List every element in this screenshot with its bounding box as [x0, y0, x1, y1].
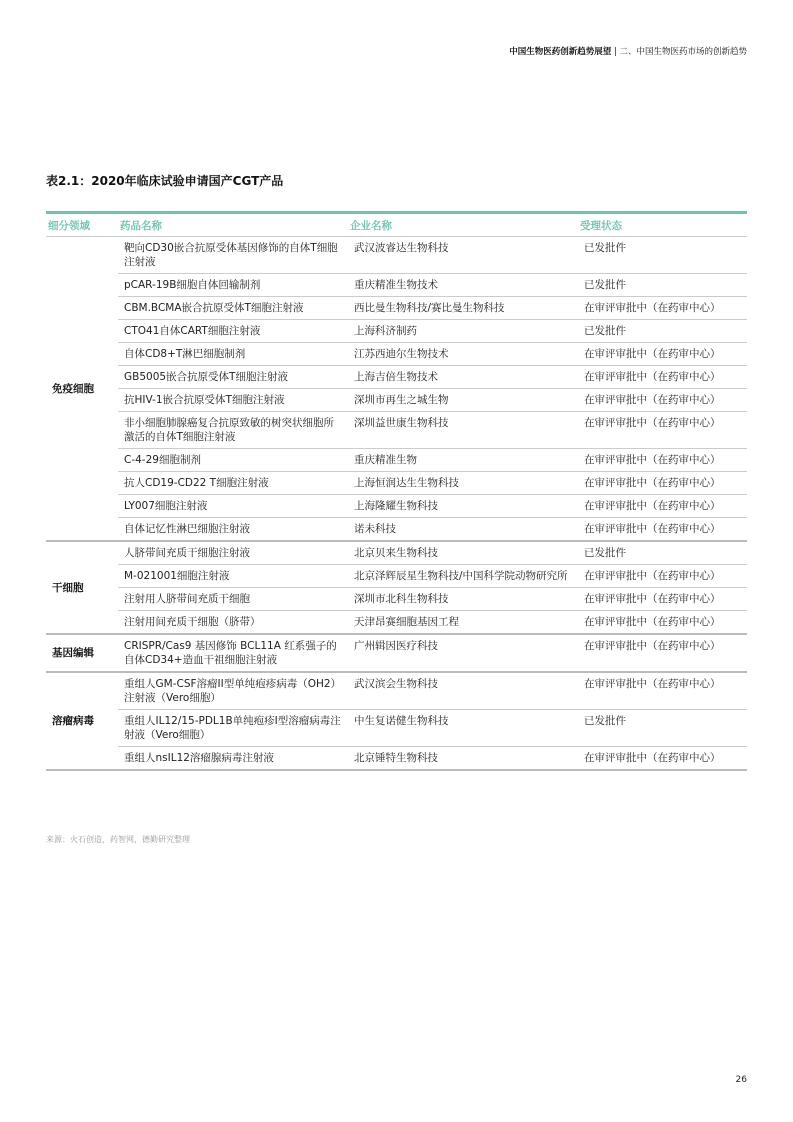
table-row	[46, 297, 747, 320]
category-cell: 干细胞	[46, 541, 118, 634]
status-cell: 在审评审批中（在药审中心）	[578, 611, 747, 635]
table-row	[46, 565, 747, 588]
drug-name-cell: C-4-29细胞制剂	[118, 449, 348, 472]
table-row	[46, 541, 747, 565]
company-cell: 上海科济制药	[348, 320, 578, 343]
table-row	[46, 588, 747, 611]
company-cell: 深圳益世康生物科技	[348, 412, 578, 449]
company-cell: 重庆精准生物	[348, 449, 578, 472]
status-cell: 在审评审批中（在药审中心）	[578, 297, 747, 320]
drug-name-cell: 人脐带间充质干细胞注射液	[118, 541, 348, 565]
drug-name-cell: 非小细胞肺腺癌复合抗原致敏的树突状细胞所激活的自体T细胞注射液	[118, 412, 348, 449]
column-header: 受理状态	[578, 213, 747, 237]
report-title: 中国生物医药创新趋势展望	[509, 47, 612, 57]
status-cell: 在审评审批中（在药审中心）	[578, 565, 747, 588]
category-cell: 溶瘤病毒	[46, 672, 118, 770]
company-cell: 深圳市北科生物科技	[348, 588, 578, 611]
drug-name-cell: 重组人nsIL12溶瘤腺病毒注射液	[118, 747, 348, 771]
status-cell: 在审评审批中（在药审中心）	[578, 634, 747, 672]
table-header-row	[46, 213, 747, 237]
table-row	[46, 320, 747, 343]
company-cell: 江苏西迪尔生物技术	[348, 343, 578, 366]
company-cell: 上海隆耀生物科技	[348, 495, 578, 518]
status-cell: 已发批件	[578, 274, 747, 297]
drug-name-cell: pCAR-19B细胞自体回输制剂	[118, 274, 348, 297]
section-title: 二、中国生物医药市场的创新趋势	[619, 47, 747, 57]
drug-name-cell: 抗HIV-1嵌合抗原受体T细胞注射液	[118, 389, 348, 412]
drug-name-cell: 抗人CD19-CD22 T细胞注射液	[118, 472, 348, 495]
company-cell: 北京锤特生物科技	[348, 747, 578, 771]
drug-name-cell: CRISPR/Cas9 基因修饰 BCL11A 红系强子的自体CD34+造血干祖细胞注射液	[118, 634, 348, 672]
status-cell: 已发批件	[578, 320, 747, 343]
status-cell: 在审评审批中（在药审中心）	[578, 389, 747, 412]
company-cell: 西比曼生物科技/赛比曼生物科技	[348, 297, 578, 320]
table-row	[46, 518, 747, 542]
status-cell: 已发批件	[578, 237, 747, 274]
table-row	[46, 472, 747, 495]
table-row	[46, 389, 747, 412]
status-cell: 已发批件	[578, 541, 747, 565]
status-cell: 在审评审批中（在药审中心）	[578, 495, 747, 518]
status-cell: 在审评审批中（在药审中心）	[578, 672, 747, 710]
status-cell: 在审评审批中（在药审中心）	[578, 412, 747, 449]
drug-name-cell: 重组人IL12/15-PDL1B单纯疱疹I型溶瘤病毒注射液（Vero细胞）	[118, 710, 348, 747]
drug-name-cell: M-021001细胞注射液	[118, 565, 348, 588]
header-separator: |	[611, 47, 620, 57]
company-cell: 上海恒润达生生物科技	[348, 472, 578, 495]
status-cell: 在审评审批中（在药审中心）	[578, 366, 747, 389]
company-cell: 武汉波睿达生物科技	[348, 237, 578, 274]
table-row	[46, 237, 747, 274]
company-cell: 天津昂赛细胞基因工程	[348, 611, 578, 635]
status-cell: 已发批件	[578, 710, 747, 747]
table-row	[46, 274, 747, 297]
drug-name-cell: CBM.BCMA嵌合抗原受体T细胞注射液	[118, 297, 348, 320]
source-note: 来源：火石创造，药智网，德勤研究整理	[46, 835, 190, 844]
table-row	[46, 343, 747, 366]
table-row	[46, 449, 747, 472]
column-header: 细分领域	[46, 213, 118, 237]
table-row	[46, 611, 747, 635]
status-cell: 在审评审批中（在药审中心）	[578, 449, 747, 472]
company-cell: 重庆精准生物技术	[348, 274, 578, 297]
table-row	[46, 412, 747, 449]
status-cell: 在审评审批中（在药审中心）	[578, 518, 747, 542]
table-row	[46, 366, 747, 389]
status-cell: 在审评审批中（在药审中心）	[578, 472, 747, 495]
status-cell: 在审评审批中（在药审中心）	[578, 343, 747, 366]
table-row	[46, 495, 747, 518]
drug-name-cell: 注射用人脐带间充质干细胞	[118, 588, 348, 611]
company-cell: 上海吉倍生物技术	[348, 366, 578, 389]
cgt-products-table	[46, 211, 747, 771]
running-header	[509, 45, 747, 57]
category-cell: 免疫细胞	[46, 237, 118, 542]
page-number: 26	[735, 1075, 747, 1085]
drug-name-cell: GB5005嵌合抗原受体T细胞注射液	[118, 366, 348, 389]
table-row	[46, 634, 747, 672]
table-row	[46, 710, 747, 747]
column-header: 药品名称	[118, 213, 348, 237]
company-cell: 诺未科技	[348, 518, 578, 542]
status-cell: 在审评审批中（在药审中心）	[578, 747, 747, 771]
drug-name-cell: CTO41自体CART细胞注射液	[118, 320, 348, 343]
column-header: 企业名称	[348, 213, 578, 237]
company-cell: 深圳市再生之城生物	[348, 389, 578, 412]
table-row	[46, 747, 747, 771]
drug-name-cell: 自体CD8+T淋巴细胞制剂	[118, 343, 348, 366]
drug-name-cell: 重组人GM-CSF溶瘤II型单纯疱疹病毒（OH2）注射液（Vero细胞）	[118, 672, 348, 710]
company-cell: 中生复诺健生物科技	[348, 710, 578, 747]
status-cell: 在审评审批中（在药审中心）	[578, 588, 747, 611]
drug-name-cell: 自体记忆性淋巴细胞注射液	[118, 518, 348, 542]
category-cell: 基因编辑	[46, 634, 118, 672]
company-cell: 北京贝来生物科技	[348, 541, 578, 565]
table-title: 表2.1：2020年临床试验申请国产CGT产品	[46, 174, 284, 188]
drug-name-cell: 注射用间充质干细胞（脐带）	[118, 611, 348, 635]
drug-name-cell: LY007细胞注射液	[118, 495, 348, 518]
company-cell: 北京泽辉辰星生物科技/中国科学院动物研究所	[348, 565, 578, 588]
company-cell: 广州辑因医疗科技	[348, 634, 578, 672]
drug-name-cell: 靶向CD30嵌合抗原受体基因修饰的自体T细胞注射液	[118, 237, 348, 274]
table-row	[46, 672, 747, 710]
company-cell: 武汉滨会生物科技	[348, 672, 578, 710]
